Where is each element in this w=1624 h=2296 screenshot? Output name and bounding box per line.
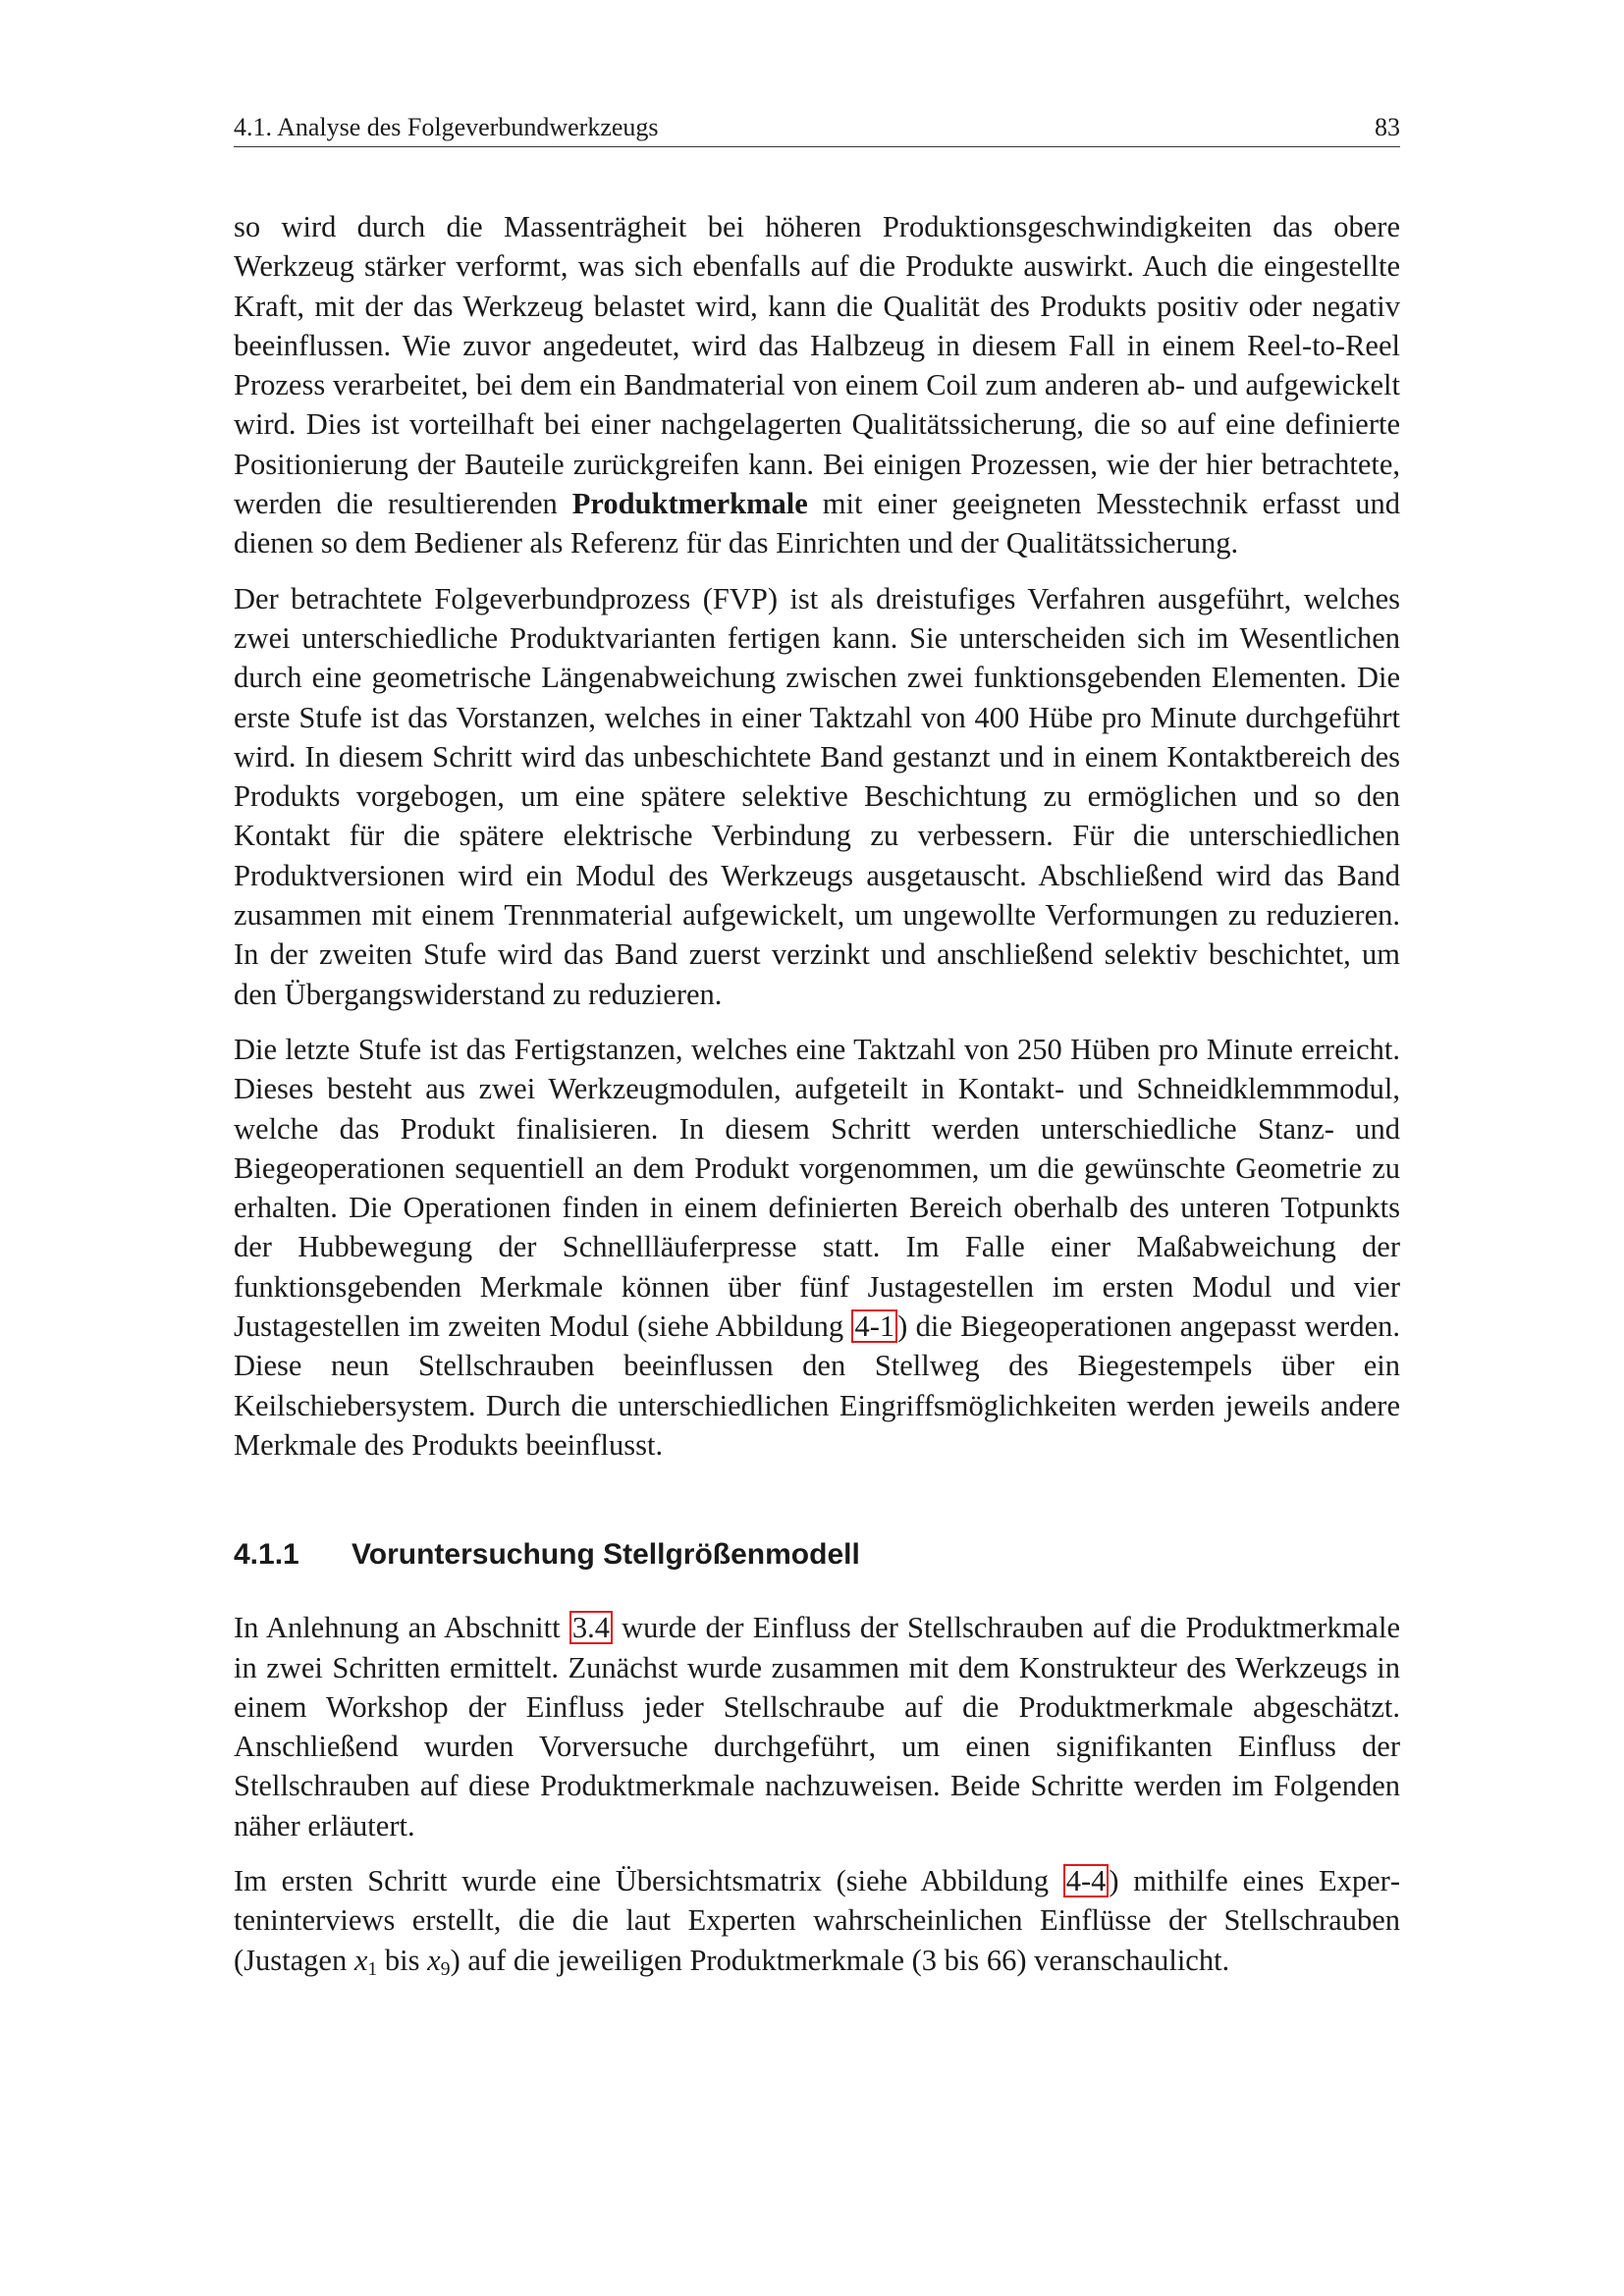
math-subscript: 1 [367, 1957, 378, 1980]
section-reference-link[interactable]: 3.4 [569, 1611, 613, 1644]
section-heading [234, 1535, 1400, 1575]
math-subscript: 9 [440, 1957, 451, 1980]
section-number: 4.1.1 [234, 1538, 299, 1572]
body-text [234, 207, 1400, 1996]
bold-term: Produktmerkmale [571, 487, 808, 521]
paragraph-2: Der betrachtete Folgeverbundprozess (FVP) ist als dreistufiges Verfahren ausgeführt, welches zwei unterschiedliche Produktvarianten fertigen kann. Sie unterscheiden sich im Wesentlichen durch eine geometrische Längenabweichung zwischen zwei funktionsgebenden Elementen. Die erste Stufe ist das Vorstanzen, welches in einer Taktzahl von 400 Hübe pro Minute durchgeführt wird. In diesem Schritt wird das unbeschichtete Band gestanzt und in einem Kontaktbereich des Produkts vorgebogen, um eine spätere selektive Beschichtung zu ermöglichen und so den Kontakt für die spätere elektrische Verbindung zu verbessern. Für die unterschiedlichen Produktversionen wird ein Modul des Werkzeugs ausgetauscht. Abschließend wird das Band zusammen mit einem Trennmaterial aufgewickelt, um ungewollte Verformungen zu reduzieren. In der zweiten Stufe wird das Band zuerst verzinkt und anschließend selektiv beschichtet, um den Übergangswiderstand zu reduzieren. [234, 581, 1400, 1011]
running-title: 4.1. Analyse des Folgeverbundwerkzeugs [234, 113, 659, 141]
paragraph-4: In Anlehnung an Abschnitt 3.4 wurde der Einfluss der Stellschrauben auf die Produktmerkmale in zwei Schritten ermittelt. Zunächst wurde zusammen mit dem Konstrukteur des Werkzeugs in einem Workshop der Einfluss jeder Stellschraube auf die Produktmerkmale abgeschätzt. Anschließend wurden Vorversuche durchgeführt, um einen signifikanten Einfluss der Stellschrauben auf diese Produktmerkmale nachzuweisen. Beide Schritte werden im Folgenden näher erläutert. [234, 1611, 1400, 1842]
figure-reference-link[interactable]: 4-1 [851, 1309, 897, 1343]
paragraph-1: so wird durch die Massenträgheit bei höheren Produktionsgeschwindigkeiten das obere Werkzeug stärker verformt, was sich ebenfalls auf die Produkte auswirkt. Auch die eingestellte Kraft, mit der das Werkzeug belastet wird, kann die Qualität des Produkts positiv oder negativ beeinflussen. Wie zuvor angedeutet, wird das Halbzeug in diesem Fall in einem Reel-to-Reel Prozess verarbeitet, bei dem ein Bandmaterial von einem Coil zum anderen ab- und aufgewickelt wird. Dies ist vorteilhaft bei einer nachgelagerten Qualitätssicherung, die so auf eine definierte Positionierung der Bauteile zurückgreifen kann. Bei einigen Prozessen, wie der hier betrachtete, werden die resultierenden Produktmerkmale mit einer geeigneten Messtechnik erfasst und dienen so dem Bediener als Referenz für das Einrichten und der Qualitätssicherung. [234, 210, 1400, 561]
section-title: Voruntersuchung Stellgrößenmodell [352, 1538, 860, 1572]
running-head [234, 112, 1400, 143]
header-rule [234, 146, 1400, 147]
figure-reference-link[interactable]: 4-4 [1063, 1864, 1110, 1897]
paragraph-3: Die letzte Stufe ist das Fertigstanzen, welches eine Taktzahl von 250 Hüben pro Minute erreicht. Dieses besteht aus zwei Werkzeugmodulen, aufgeteilt in Kontakt- und Schneidklemmmodul, welche das Produkt finalisieren. In diesem Schritt werden unterschiedliche Stanz- und Biegeoperationen sequentiell an dem Produkt vorgenommen, um die gewünschte Geometrie zu erhalten. Die Operationen finden in einem definierten Bereich oberhalb des unteren Totpunkts der Hubbewegung der Schnellläuferpresse statt. Im Falle einer Maßabweichung der funktionsgebenden Merkmale können über fünf Justagestellen im ersten Modul und vier Justagestellen im zweiten Modul (siehe Abbildung 4-1) die Biegeoperationen angepasst werden. Diese neun Stellschrauben beeinflussen den Stellweg des Biegestempels über ein Keilschiebersystem. Durch die unterschiedlichen Eingriffsmöglichkeiten werden jeweils andere Merkmale des Produkts beeinflusst. [234, 1032, 1400, 1462]
paragraph-5: Im ersten Schritt wurde eine Übersichtsmatrix (siehe Abbildung 4-4) mithilfe eines Experteninterviews erstellt, die die laut Experten wahrscheinlichen Einflüsse der Stellschrauben (Justagen $x_1$ bis $x_9$) auf die jeweiligen Produktmerkmale (3 bis 66) veranschaulicht. [234, 1863, 1400, 1980]
math-variable: x [353, 1943, 368, 1977]
math-variable: x [427, 1943, 441, 1977]
page-number: 83 [1375, 113, 1400, 141]
